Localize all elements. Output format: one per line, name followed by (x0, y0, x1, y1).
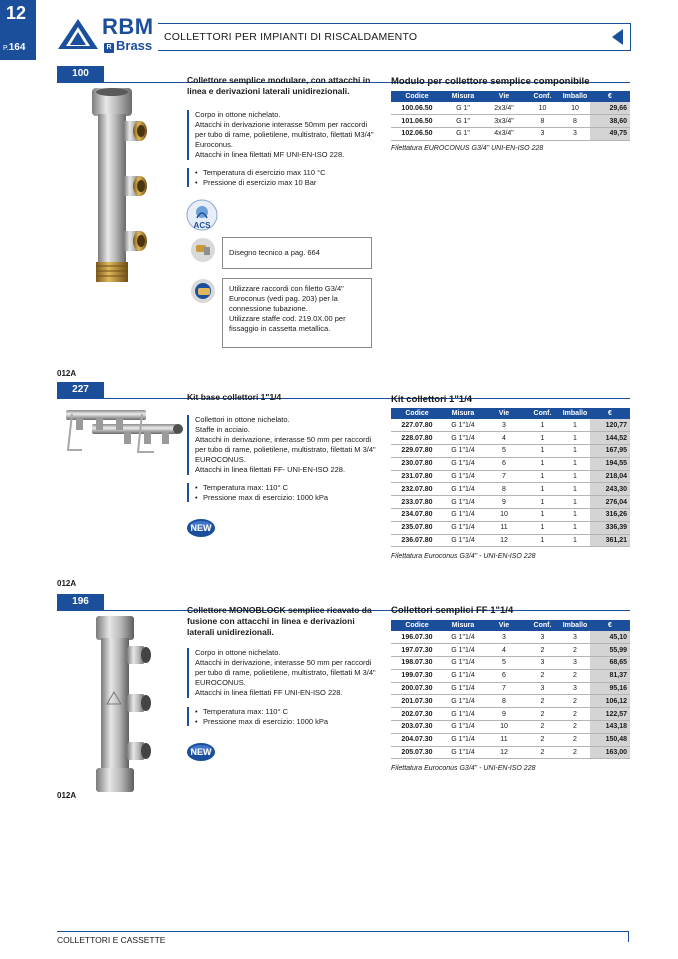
table-cell: 1 (560, 483, 590, 496)
product-code: 233.07.80 (391, 496, 443, 509)
product-code: 229.07.80 (391, 445, 443, 458)
table-cell: 1 (525, 521, 560, 534)
table-row (391, 534, 630, 547)
price: 218,04 (590, 470, 630, 483)
product-description: Collettori in ottone nichelato. Staffe in acciaio. Attacchi in derivazione, interasse 50 mm per raccordi per tubo di rame, polietilene, multistrato, filettati M 3/4" EUROCONUS. Attacchi in linea filettati FF- UNI-EN-ISO 228. (187, 415, 377, 475)
table-cell: 8 (483, 483, 525, 496)
column-header: Conf. (525, 408, 560, 419)
chapter-number: 12 (6, 3, 27, 23)
table-cell: G 1"1/4 (443, 521, 483, 534)
product-image-monoblock-manifold (92, 614, 156, 794)
table-cell: 3 (525, 657, 560, 670)
price: 29,66 (590, 102, 630, 115)
table-cell: G 1"1/4 (443, 509, 483, 522)
technical-drawing-icon (190, 237, 216, 263)
table-cell: 1 (525, 432, 560, 445)
table-cell: G 1"1/4 (443, 483, 483, 496)
table-cell: 1 (560, 534, 590, 547)
table-cell: G 1"1/4 (443, 657, 483, 670)
section-code: 012A (57, 579, 77, 588)
product-code: 201.07.30 (391, 695, 443, 708)
product-title: Kit base collettori 1"1/4 (187, 392, 282, 402)
note-box-fitting: Utilizzare raccordi con filetto G3/4" Euroconus (vedi pag. 203) per la connessione tubazione. Utilizzare staffe cod. 219.0X.00 per fissaggio in cassetta metallica. (222, 278, 372, 348)
price: 81,37 (590, 669, 630, 682)
table-cell: 12 (483, 746, 525, 759)
table-cell: 3 (560, 657, 590, 670)
column-header: Vie (483, 620, 525, 631)
column-header: Misura (443, 91, 483, 102)
product-code: 100.06.50 (391, 102, 443, 115)
table-cell: 5 (483, 445, 525, 458)
table-row (391, 721, 630, 734)
table-cell: G 1" (443, 102, 483, 115)
table-cell: 11 (483, 733, 525, 746)
new-badge (186, 518, 216, 538)
acs-label: ACS (193, 221, 211, 230)
new-badge-label: NEW (190, 747, 212, 757)
table-cell: 2 (560, 644, 590, 657)
table-row (391, 657, 630, 670)
table-cell: G 1"1/4 (443, 695, 483, 708)
price: 143,18 (590, 721, 630, 734)
table-row (391, 521, 630, 534)
table-cell: 2 (525, 708, 560, 721)
column-header: Imballo (560, 91, 590, 102)
price: 122,57 (590, 708, 630, 721)
acs-certification-icon (185, 198, 219, 232)
product-image-modular-manifold (86, 86, 158, 286)
column-header: Misura (443, 620, 483, 631)
spec-item: • Temperatura max: 110° C (195, 483, 377, 493)
product-description: Corpo in ottone nichelato. Attacchi in derivazione interasse 50mm per raccordi per tubo di rame, polietilene, multistrato, filettati M3/4" Euroconus. Attacchi in linea filettati MF UNI-EN-ISO 228. (187, 110, 377, 160)
price: 49,75 (590, 128, 630, 141)
table-cell: G 1"1/4 (443, 419, 483, 432)
spec-item: • Pressione di esercizio max 10 Bar (195, 178, 377, 188)
table-row (391, 128, 630, 141)
header-arrow-icon (612, 29, 623, 45)
column-header: € (590, 620, 630, 631)
table-cell: 1 (560, 496, 590, 509)
page-number: P.164 (3, 42, 26, 53)
section-tab-227: 227 (57, 382, 104, 398)
table-row (391, 115, 630, 128)
table-row (391, 644, 630, 657)
table-cell: 3 (525, 631, 560, 644)
price: 68,65 (590, 657, 630, 670)
table-cell: 1 (525, 509, 560, 522)
product-code: 196.07.30 (391, 631, 443, 644)
table-cell: 6 (483, 457, 525, 470)
product-code: 230.07.80 (391, 457, 443, 470)
section-tab-100: 100 (57, 66, 104, 82)
spec-list (187, 483, 377, 502)
table-cell: 5 (483, 657, 525, 670)
table-cell: G 1" (443, 115, 483, 128)
table-cell: G 1"1/4 (443, 746, 483, 759)
product-code: 102.06.50 (391, 128, 443, 141)
table-cell: G 1"1/4 (443, 682, 483, 695)
registered-icon: R (104, 43, 114, 53)
product-code: 202.07.30 (391, 708, 443, 721)
table-cell: G 1"1/4 (443, 644, 483, 657)
column-header: Imballo (560, 620, 590, 631)
product-code: 236.07.80 (391, 534, 443, 547)
table-cell: 1 (525, 496, 560, 509)
product-code: 203.07.30 (391, 721, 443, 734)
spec-list (187, 707, 377, 726)
spec-item: • Pressione max di esercizio: 1000 kPa (195, 493, 377, 503)
product-code: 198.07.30 (391, 657, 443, 670)
column-header: Conf. (525, 620, 560, 631)
new-badge-label: NEW (190, 523, 212, 533)
table-cell: 10 (483, 509, 525, 522)
table-cell: 2 (560, 708, 590, 721)
table-cell: 2 (525, 644, 560, 657)
table-cell: G 1"1/4 (443, 457, 483, 470)
column-header: Codice (391, 408, 443, 419)
table-cell: 1 (560, 521, 590, 534)
table-cell: 1 (525, 483, 560, 496)
price: 55,99 (590, 644, 630, 657)
table-row (391, 483, 630, 496)
price: 95,16 (590, 682, 630, 695)
table-cell: 3 (560, 631, 590, 644)
column-header: Codice (391, 91, 443, 102)
table-cell: 8 (560, 115, 590, 128)
column-header: Conf. (525, 91, 560, 102)
table-row (391, 669, 630, 682)
table-cell: 1 (560, 419, 590, 432)
column-header: € (590, 408, 630, 419)
table-title: Modulo per collettore semplice componibile (391, 76, 590, 87)
table-cell: 7 (483, 470, 525, 483)
product-code: 200.07.30 (391, 682, 443, 695)
column-header: € (590, 91, 630, 102)
table-cell: G 1"1/4 (443, 534, 483, 547)
table-note: Filettatura Euroconus G3/4" - UNI-EN-ISO 228 (391, 765, 536, 772)
product-code: 232.07.80 (391, 483, 443, 496)
fitting-info-icon (190, 278, 216, 304)
price: 45,10 (590, 631, 630, 644)
table-row (391, 470, 630, 483)
column-header: Misura (443, 408, 483, 419)
table-cell: 8 (483, 695, 525, 708)
column-header: Imballo (560, 408, 590, 419)
product-image-manifold-kit (62, 400, 184, 458)
table-cell: G 1"1/4 (443, 708, 483, 721)
table-cell: G 1"1/4 (443, 445, 483, 458)
table-cell: 2 (525, 695, 560, 708)
table-cell: 4 (483, 432, 525, 445)
price: 361,21 (590, 534, 630, 547)
rbm-logo-icon (57, 18, 99, 50)
price: 276,04 (590, 496, 630, 509)
table-cell: 1 (525, 419, 560, 432)
product-table (391, 408, 630, 547)
product-code: 235.07.80 (391, 521, 443, 534)
product-code: 197.07.30 (391, 644, 443, 657)
product-table (391, 91, 630, 141)
table-cell: G 1"1/4 (443, 669, 483, 682)
table-cell: G 1" (443, 128, 483, 141)
table-cell: 10 (560, 102, 590, 115)
price: 120,77 (590, 419, 630, 432)
table-cell: 11 (483, 521, 525, 534)
page-title: COLLETTORI PER IMPIANTI DI RISCALDAMENTO (164, 31, 418, 43)
table-row (391, 733, 630, 746)
price: 38,60 (590, 115, 630, 128)
table-cell: 2 (560, 721, 590, 734)
section-code: 012A (57, 369, 77, 378)
product-code: 101.06.50 (391, 115, 443, 128)
price: 150,48 (590, 733, 630, 746)
table-cell: 1 (560, 509, 590, 522)
table-cell: 1 (525, 457, 560, 470)
table-cell: G 1"1/4 (443, 721, 483, 734)
table-row (391, 496, 630, 509)
table-cell: G 1"1/4 (443, 432, 483, 445)
table-cell: 6 (483, 669, 525, 682)
price: 243,30 (590, 483, 630, 496)
table-row (391, 695, 630, 708)
table-cell: 1 (525, 470, 560, 483)
table-cell: 3 (525, 682, 560, 695)
spec-item: • Pressione max di esercizio: 1000 kPa (195, 717, 377, 727)
product-code: 227.07.80 (391, 419, 443, 432)
table-cell: 1 (560, 457, 590, 470)
section-tab-196: 196 (57, 594, 104, 610)
table-cell: 1 (560, 432, 590, 445)
footer-section-label: COLLETTORI E CASSETTE (57, 935, 166, 945)
product-title: Collettore MONOBLOCK semplice ricavato da fusione con attacchi in linea e derivazioni laterali unidirezionali. (187, 605, 372, 637)
spec-item: • Temperatura di esercizio max 110 °C (195, 168, 377, 178)
product-code: 199.07.30 (391, 669, 443, 682)
table-cell: 12 (483, 534, 525, 547)
table-row (391, 102, 630, 115)
table-cell: 1 (560, 470, 590, 483)
table-cell: 10 (525, 102, 560, 115)
table-cell: 9 (483, 496, 525, 509)
table-cell: 3 (525, 128, 560, 141)
footer-divider (57, 931, 629, 932)
column-header: Vie (483, 408, 525, 419)
table-row (391, 746, 630, 759)
product-title: Collettore semplice modulare, con attacchi in linea e derivazioni laterali unidirezionali. (187, 75, 371, 96)
table-note: Filettatura EUROCONUS G3/4" UNI-EN-ISO 228 (391, 145, 544, 152)
table-title: Kit collettori 1"1/4 (391, 394, 473, 405)
section-code: 012A (57, 791, 77, 800)
table-row (391, 432, 630, 445)
table-cell: G 1"1/4 (443, 496, 483, 509)
table-row (391, 682, 630, 695)
table-cell: 3 (560, 682, 590, 695)
brand-name: RBM (102, 14, 154, 39)
price: 167,95 (590, 445, 630, 458)
column-header: Vie (483, 91, 525, 102)
table-cell: G 1"1/4 (443, 470, 483, 483)
brand-sub: R Brass (104, 38, 152, 53)
price: 144,52 (590, 432, 630, 445)
price: 163,00 (590, 746, 630, 759)
price: 316,26 (590, 509, 630, 522)
price: 106,12 (590, 695, 630, 708)
product-code: 234.07.80 (391, 509, 443, 522)
note-box-drawing: Disegno tecnico a pag. 664 (222, 237, 372, 269)
table-cell: 2 (560, 746, 590, 759)
product-code: 228.07.80 (391, 432, 443, 445)
table-row (391, 457, 630, 470)
table-cell: 2 (560, 669, 590, 682)
table-cell: G 1"1/4 (443, 733, 483, 746)
table-cell: 1 (525, 534, 560, 547)
table-cell: 9 (483, 708, 525, 721)
table-row (391, 631, 630, 644)
table-cell: 2 (525, 721, 560, 734)
table-cell: 7 (483, 682, 525, 695)
spec-item: • Temperatura max: 110° C (195, 707, 377, 717)
table-cell: 8 (525, 115, 560, 128)
table-row (391, 509, 630, 522)
table-cell: 4x3/4" (483, 128, 525, 141)
product-table (391, 620, 630, 759)
table-row (391, 708, 630, 721)
column-header: Codice (391, 620, 443, 631)
price: 336,39 (590, 521, 630, 534)
spec-list (187, 168, 377, 187)
table-row (391, 419, 630, 432)
table-cell: 2 (560, 733, 590, 746)
page-badge (0, 0, 36, 60)
table-cell: 3 (483, 631, 525, 644)
product-description: Corpo in ottone nichelato. Attacchi in derivazione, interasse 50 mm per raccordi per tubo di rame, polietilene, multistrato, filettati M 3/4" EUROCONUS. Attacchi in linea filettati FF UNI-EN-ISO 228. (187, 648, 377, 698)
new-badge (186, 742, 216, 762)
table-cell: 2x3/4" (483, 102, 525, 115)
table-cell: 3x3/4" (483, 115, 525, 128)
product-code: 204.07.30 (391, 733, 443, 746)
table-cell: 2 (525, 733, 560, 746)
table-cell: 4 (483, 644, 525, 657)
table-cell: 10 (483, 721, 525, 734)
table-cell: 1 (525, 445, 560, 458)
table-cell: 2 (525, 746, 560, 759)
table-cell: G 1"1/4 (443, 631, 483, 644)
table-row (391, 445, 630, 458)
table-cell: 1 (560, 445, 590, 458)
table-title: Collettori semplici FF 1"1/4 (391, 605, 514, 616)
table-cell: 2 (560, 695, 590, 708)
price: 194,55 (590, 457, 630, 470)
product-code: 231.07.80 (391, 470, 443, 483)
table-note: Filettatura Euroconus G3/4" - UNI-EN-ISO 228 (391, 553, 536, 560)
table-cell: 3 (483, 419, 525, 432)
table-cell: 2 (525, 669, 560, 682)
product-code: 205.07.30 (391, 746, 443, 759)
table-cell: 3 (560, 128, 590, 141)
